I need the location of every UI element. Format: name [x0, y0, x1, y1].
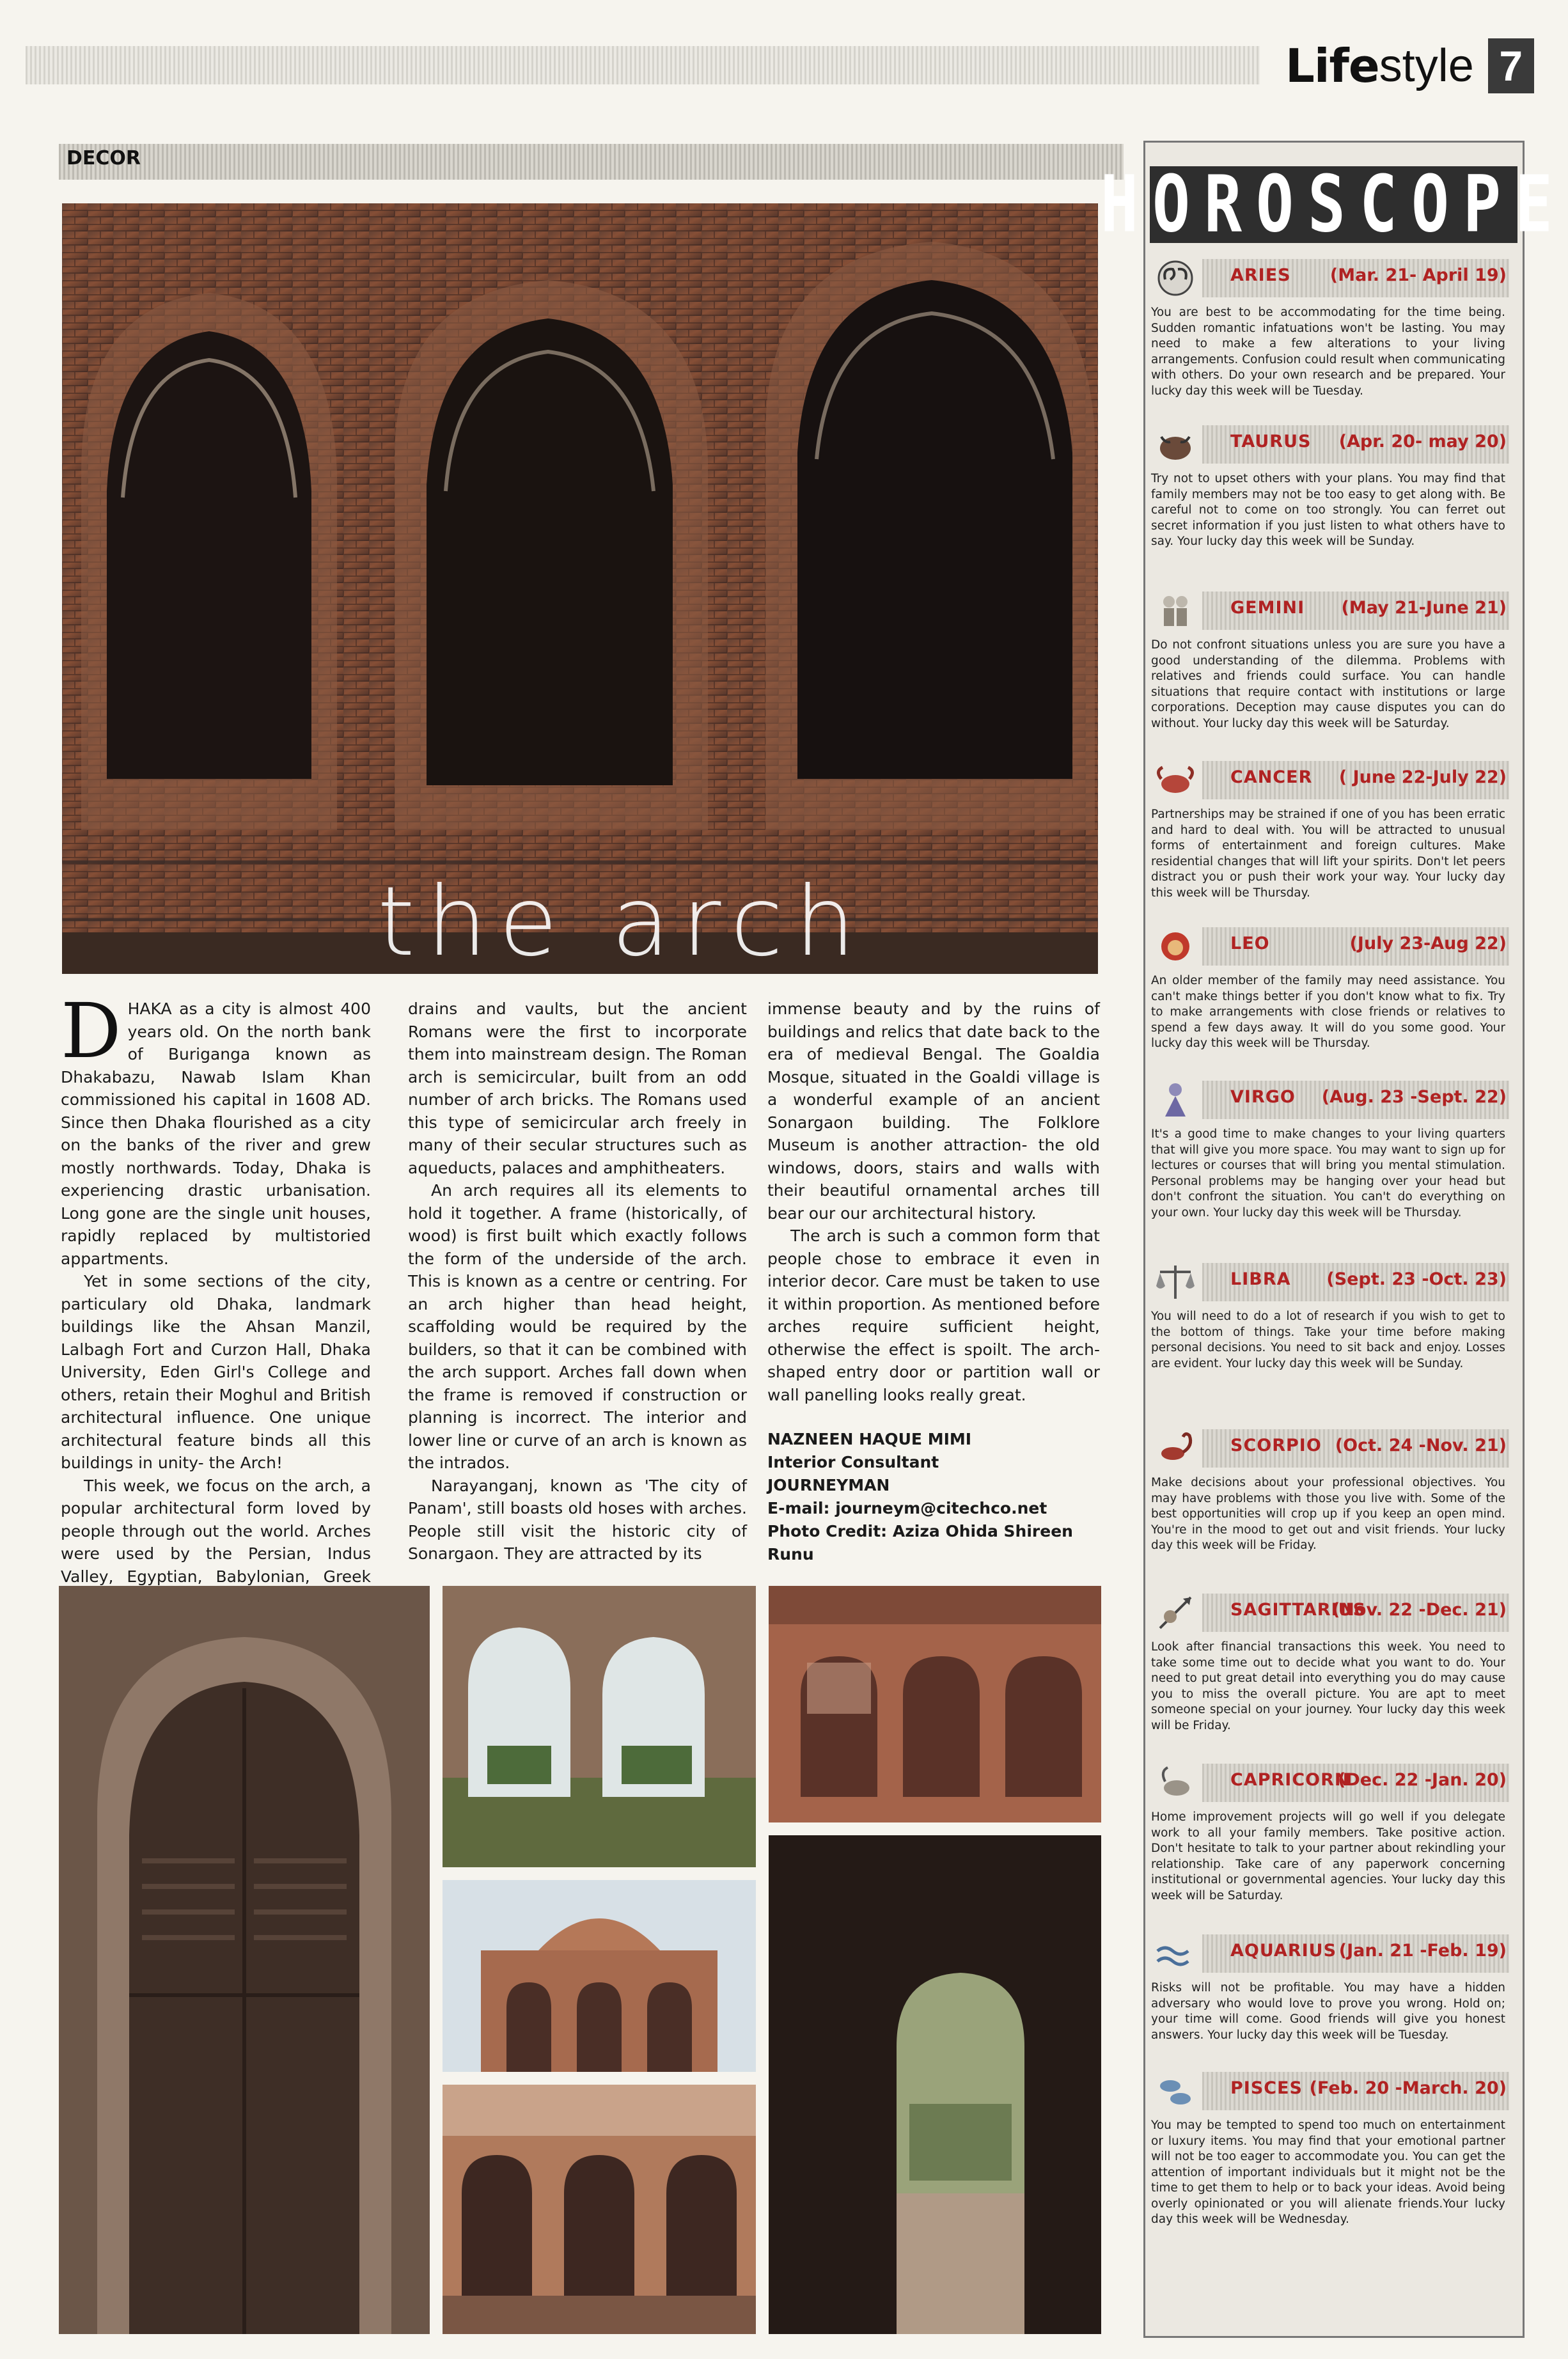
article-column-3	[767, 998, 1100, 1566]
byline-photo-credit: Photo Credit: Aziza Ohida Shireen Runu	[767, 1522, 1073, 1564]
byline-role: Interior Consultant	[767, 1453, 939, 1471]
sign-dates: (Nov. 22 -Dec. 21)	[1331, 1600, 1507, 1620]
photo-arch-opening	[769, 1835, 1101, 2334]
horoscope-sign-aries	[1151, 259, 1509, 399]
sign-name: VIRGO	[1230, 1087, 1296, 1107]
horoscope-sign-leo	[1151, 927, 1509, 1052]
section-label-bar	[59, 144, 1124, 180]
photo-ruined-arches	[443, 1586, 756, 1867]
sign-name: CAPRICORN	[1230, 1770, 1350, 1790]
ornate-interior-photo	[769, 1586, 1101, 1822]
scales-icon	[1151, 1258, 1200, 1306]
sign-dates: ( June 22-July 22)	[1338, 767, 1507, 787]
article-paragraph: Narayanganj, known as 'The city of Panam', still boasts old hoses with arches. People still visit the historic city of Sonargaon. They are attracted by its	[408, 1476, 747, 1563]
brand-life: Life	[1285, 39, 1379, 93]
ram-icon	[1151, 254, 1200, 302]
sign-reading: Look after financial transactions this week. You need to take some time out to decide what you want to do. Your need to put great detail into everything you do may cause you to miss the overall picture. You are apt to meet someone special on your journey. Your lucky day this week will be Friday.	[1151, 1640, 1505, 1732]
sign-header	[1202, 592, 1509, 630]
sign-reading: It's a good time to make changes to your living quarters that will give you more space. You may want to sign up for lectures or courses that will bring you mental stimulation. Personal problems may be hanging over your head but don't confront the situation. You can't do everything on your own. Your lucky day this week will be Thursday.	[1151, 1127, 1505, 1219]
photo-arcade-facade	[443, 2085, 756, 2334]
sign-reading: Risks will not be profitable. You may have a hidden adversary who would love to prove you wrong. Hold on; your time will come. Good friends will give you honest answers. Your lucky day this week will be Tuesday.	[1151, 1981, 1505, 2042]
arcade-facade-photo	[443, 2085, 756, 2334]
article-paragraph: immense beauty and by the ruins of buildings and relics that date back to the era of medieval Bengal. The Goaldia Mosque, situated in the Goaldi village is a wonderful example of an ancient Sonargaon building. The Folklore Museum is another attraction- the old windows, doors, stairs and walls with their beautiful ornamental arches till bear our our architectural history.	[767, 999, 1100, 1223]
horoscope-sign-sagittarius	[1151, 1594, 1509, 1734]
horoscope-sign-cancer	[1151, 761, 1509, 901]
sign-name: SAGITTARIUS	[1230, 1600, 1367, 1620]
horoscope-sign-pisces	[1151, 2072, 1509, 2228]
sign-header	[1202, 1081, 1509, 1119]
sign-name: LIBRA	[1230, 1269, 1291, 1289]
horoscope-sign-libra	[1151, 1263, 1509, 1372]
sign-dates: (Jan. 21 -Feb. 19)	[1338, 1941, 1507, 1961]
section-masthead	[1285, 31, 1541, 101]
sign-reading: Try not to upset others with your plans. You may find that family members may not be too easy to get along with. Be careful not to come on too strongly. You can ferret out secret information if you just listen to what others have to say. Your lucky day this week will be Sunday.	[1151, 472, 1505, 548]
article-paragraph: DHAKA as a city is almost 400 years old. On the north bank of Buriganga known as Dhakabazu, Nawab Islam Khan commissioned his capital in 1608 AD. Since then Dhaka flourished as a city on the banks of the river and grew mostly northwards. Today, Dhaka is experiencing drastic urbanisation. Long gone are the single unit houses, rapidly replaced by multistoried appartments.	[61, 987, 371, 1268]
page-number: 7	[1488, 38, 1534, 93]
article-column-2	[408, 998, 747, 1565]
water-bearer-icon	[1151, 1929, 1200, 1978]
sign-header	[1202, 1263, 1509, 1301]
sign-dates: (Apr. 20- may 20)	[1338, 432, 1507, 451]
sign-header	[1202, 927, 1509, 966]
sign-header	[1202, 1764, 1509, 1802]
horoscope-sign-scorpio	[1151, 1429, 1509, 1554]
wooden-door-photo	[59, 1586, 430, 2334]
sign-dates: (Oct. 24 -Nov. 21)	[1335, 1436, 1507, 1455]
ruined-arches-photo	[443, 1586, 756, 1867]
sign-header	[1202, 425, 1509, 464]
sign-reading: Make decisions about your professional objectives. You may have problems with those you live with. Some of the best opportunities will crop up if you keep an open mind. You're in the mood to get out and visit friends. Your lucky day this week will be Friday.	[1151, 1476, 1505, 1552]
horoscope-sign-taurus	[1151, 425, 1509, 550]
sign-dates: (Feb. 20 -March. 20)	[1309, 2078, 1507, 2098]
sign-name: TAURUS	[1230, 432, 1312, 451]
sign-reading: You will need to do a lot of research if you wish to get to the bottom of things. Take your time before making personal decisions. You need to sit back and enjoy. Losses are evident. Your lucky day this week will be Sunday.	[1151, 1310, 1505, 1370]
sign-name: SCORPIO	[1230, 1436, 1322, 1455]
photo-domed-building	[443, 1880, 756, 2072]
arch-opening-photo	[769, 1835, 1101, 2334]
sign-header	[1202, 259, 1509, 297]
sign-header	[1202, 2072, 1509, 2110]
photo-ornate-interior	[769, 1586, 1101, 1822]
masthead-rule	[26, 46, 1260, 84]
sign-dates: (Dec. 22 -Jan. 20)	[1338, 1770, 1507, 1790]
sign-dates: (Mar. 21- April 19)	[1329, 265, 1507, 285]
archer-icon	[1151, 1588, 1200, 1637]
sign-header	[1202, 1934, 1509, 1973]
sign-name: PISCES	[1230, 2078, 1303, 2098]
article-title: the arch	[377, 866, 867, 978]
horoscope-sign-virgo	[1151, 1081, 1509, 1221]
article-paragraph: Yet in some sections of the city, particulary old Dhaka, landmark buildings like the Ahsan Manzil, Lalbagh Fort and Curzon Hall, Dhaka University, Eden Girl's College and others, retain their Moghul and British architectural influence. One unique architectural feature binds all this buildings in unity- the Arch!	[61, 1272, 371, 1472]
byline-author: NAZNEEN HAQUE MIMI	[767, 1430, 972, 1448]
article-paragraph: An arch requires all its elements to hold it together. A frame (historically, of wood) is first built which exactly follows the form of the underside of the arch. This is known as a centre or centring. For an arch higher than head height, scaffolding would be required by the builders, so that it can be combined with the arch support. Arches fall down when the frame is removed if construction or planning is incorrect. The interior and lower line or curve of an arch is known as the intrados.	[408, 1181, 747, 1472]
lion-icon	[1151, 922, 1200, 971]
sign-name: ARIES	[1230, 265, 1291, 285]
brick-arches-photo	[62, 203, 1098, 974]
photo-wooden-door	[59, 1586, 430, 2334]
article-column-1	[61, 987, 371, 1633]
domed-building-photo	[443, 1880, 756, 2072]
sign-reading: Home improvement projects will go well if you delegate work to all your family members. Take positive action. Don't hesitate to talk to your partner about rekindling your relationship. Take care of any paperwork concerning institutional or governmental agencies. Your lucky day this week will be Saturday.	[1151, 1810, 1505, 1902]
horoscope-sign-aquarius	[1151, 1934, 1509, 2043]
sign-reading: An older member of the family may need assistance. You can't make things better if you don't know what to fix. Try to make arrangements with close friends or relatives to spend a few days away. It will do you some good. Your lucky day this week will be Thursday.	[1151, 974, 1505, 1050]
fish-icon	[1151, 2067, 1200, 2115]
sign-header	[1202, 1429, 1509, 1468]
sign-dates: (May 21-June 21)	[1341, 598, 1507, 618]
byline-company: JOURNEYMAN	[767, 1476, 890, 1494]
sign-dates: (Aug. 23 -Sept. 22)	[1321, 1087, 1507, 1107]
sign-name: GEMINI	[1230, 598, 1305, 618]
section-label: DECOR	[67, 147, 141, 169]
sign-header	[1202, 761, 1509, 799]
sign-dates: (Sept. 23 -Oct. 23)	[1326, 1269, 1507, 1289]
sign-reading: Do not confront situations unless you are sure you have a good understanding of the dilemma. Problems with relatives and friends could surface. You can handle situations that require contact with institutions or large corporations. Deception may cause disputes you can do without. Your lucky day this week will be Saturday.	[1151, 638, 1505, 730]
horoscope-header	[1101, 159, 1567, 251]
byline-email: E-mail: journeym@citechco.net	[767, 1499, 1047, 1517]
crab-icon	[1151, 756, 1200, 804]
horoscope-sign-capricorn	[1151, 1764, 1509, 1904]
maiden-icon	[1151, 1076, 1200, 1124]
horoscope-title: HOROSCOPE	[1101, 159, 1567, 251]
sign-name: LEO	[1230, 934, 1270, 953]
sign-name: CANCER	[1230, 767, 1313, 787]
twins-icon	[1151, 586, 1200, 635]
scorpion-icon	[1151, 1424, 1200, 1473]
sign-reading: You may be tempted to spend too much on entertainment or luxury items. You may find that your emotional partner will not be too eager to accommodate you. You can get the attention of important individuals but it might not be the time to get them to help or to back your ideas. Avoid being overly opinionated or you will alienate friends.Your lucky day this week will be Wednesday.	[1151, 2119, 1505, 2226]
article-paragraph: This week, we focus on the arch, a popular architectural form loved by people through out the world. Arches were used by the Persian, Indus Valley, Egyptian, Babylonian, Greek	[61, 1476, 371, 1586]
hero-photo	[62, 203, 1098, 974]
goat-icon	[1151, 1759, 1200, 1807]
brand-style: style	[1379, 40, 1474, 91]
sign-name: AQUARIUS	[1230, 1941, 1337, 1961]
article-paragraph: drains and vaults, but the ancient Romans were the first to incorporate them into mainstream design. The Roman arch is semicircular, built from an odd number of arch bricks. The Romans used this type of semicircular arch freely in many of their secular structures such as aqueducts, palaces and amphitheaters.	[408, 999, 747, 1177]
bull-icon	[1151, 420, 1200, 469]
sign-reading: Partnerships may be strained if one of you has been erratic and hard to deal with. You will be attracted to unusual forms of entertainment and foreign cultures. Make residential changes that will lift your spirits. Don't let peers distract you or push their work your way. Your lucky day this week will be Thursday.	[1151, 808, 1505, 900]
article-paragraph: The arch is such a common form that people chose to embrace it even in interior decor. Care must be taken to use it within proportion. As mentioned before arches require sufficient height, otherwise the effect is spoilt. The arch-shaped entry door or partition wall or wall panelling looks really great.	[767, 1227, 1100, 1404]
sign-header	[1202, 1594, 1509, 1632]
horoscope-sign-gemini	[1151, 592, 1509, 732]
sign-reading: You are best to be accommodating for the time being. Sudden romantic infatuations won't be lasting. You may need to make a few alterations to your living arrangements. Confusion could result when communicating with others. Do your own research and be prepared. Your lucky day this week will be Tuesday.	[1151, 306, 1505, 398]
dropcap: D	[61, 987, 122, 1075]
sign-dates: (July 23-Aug 22)	[1349, 934, 1507, 953]
byline	[767, 1428, 1100, 1566]
